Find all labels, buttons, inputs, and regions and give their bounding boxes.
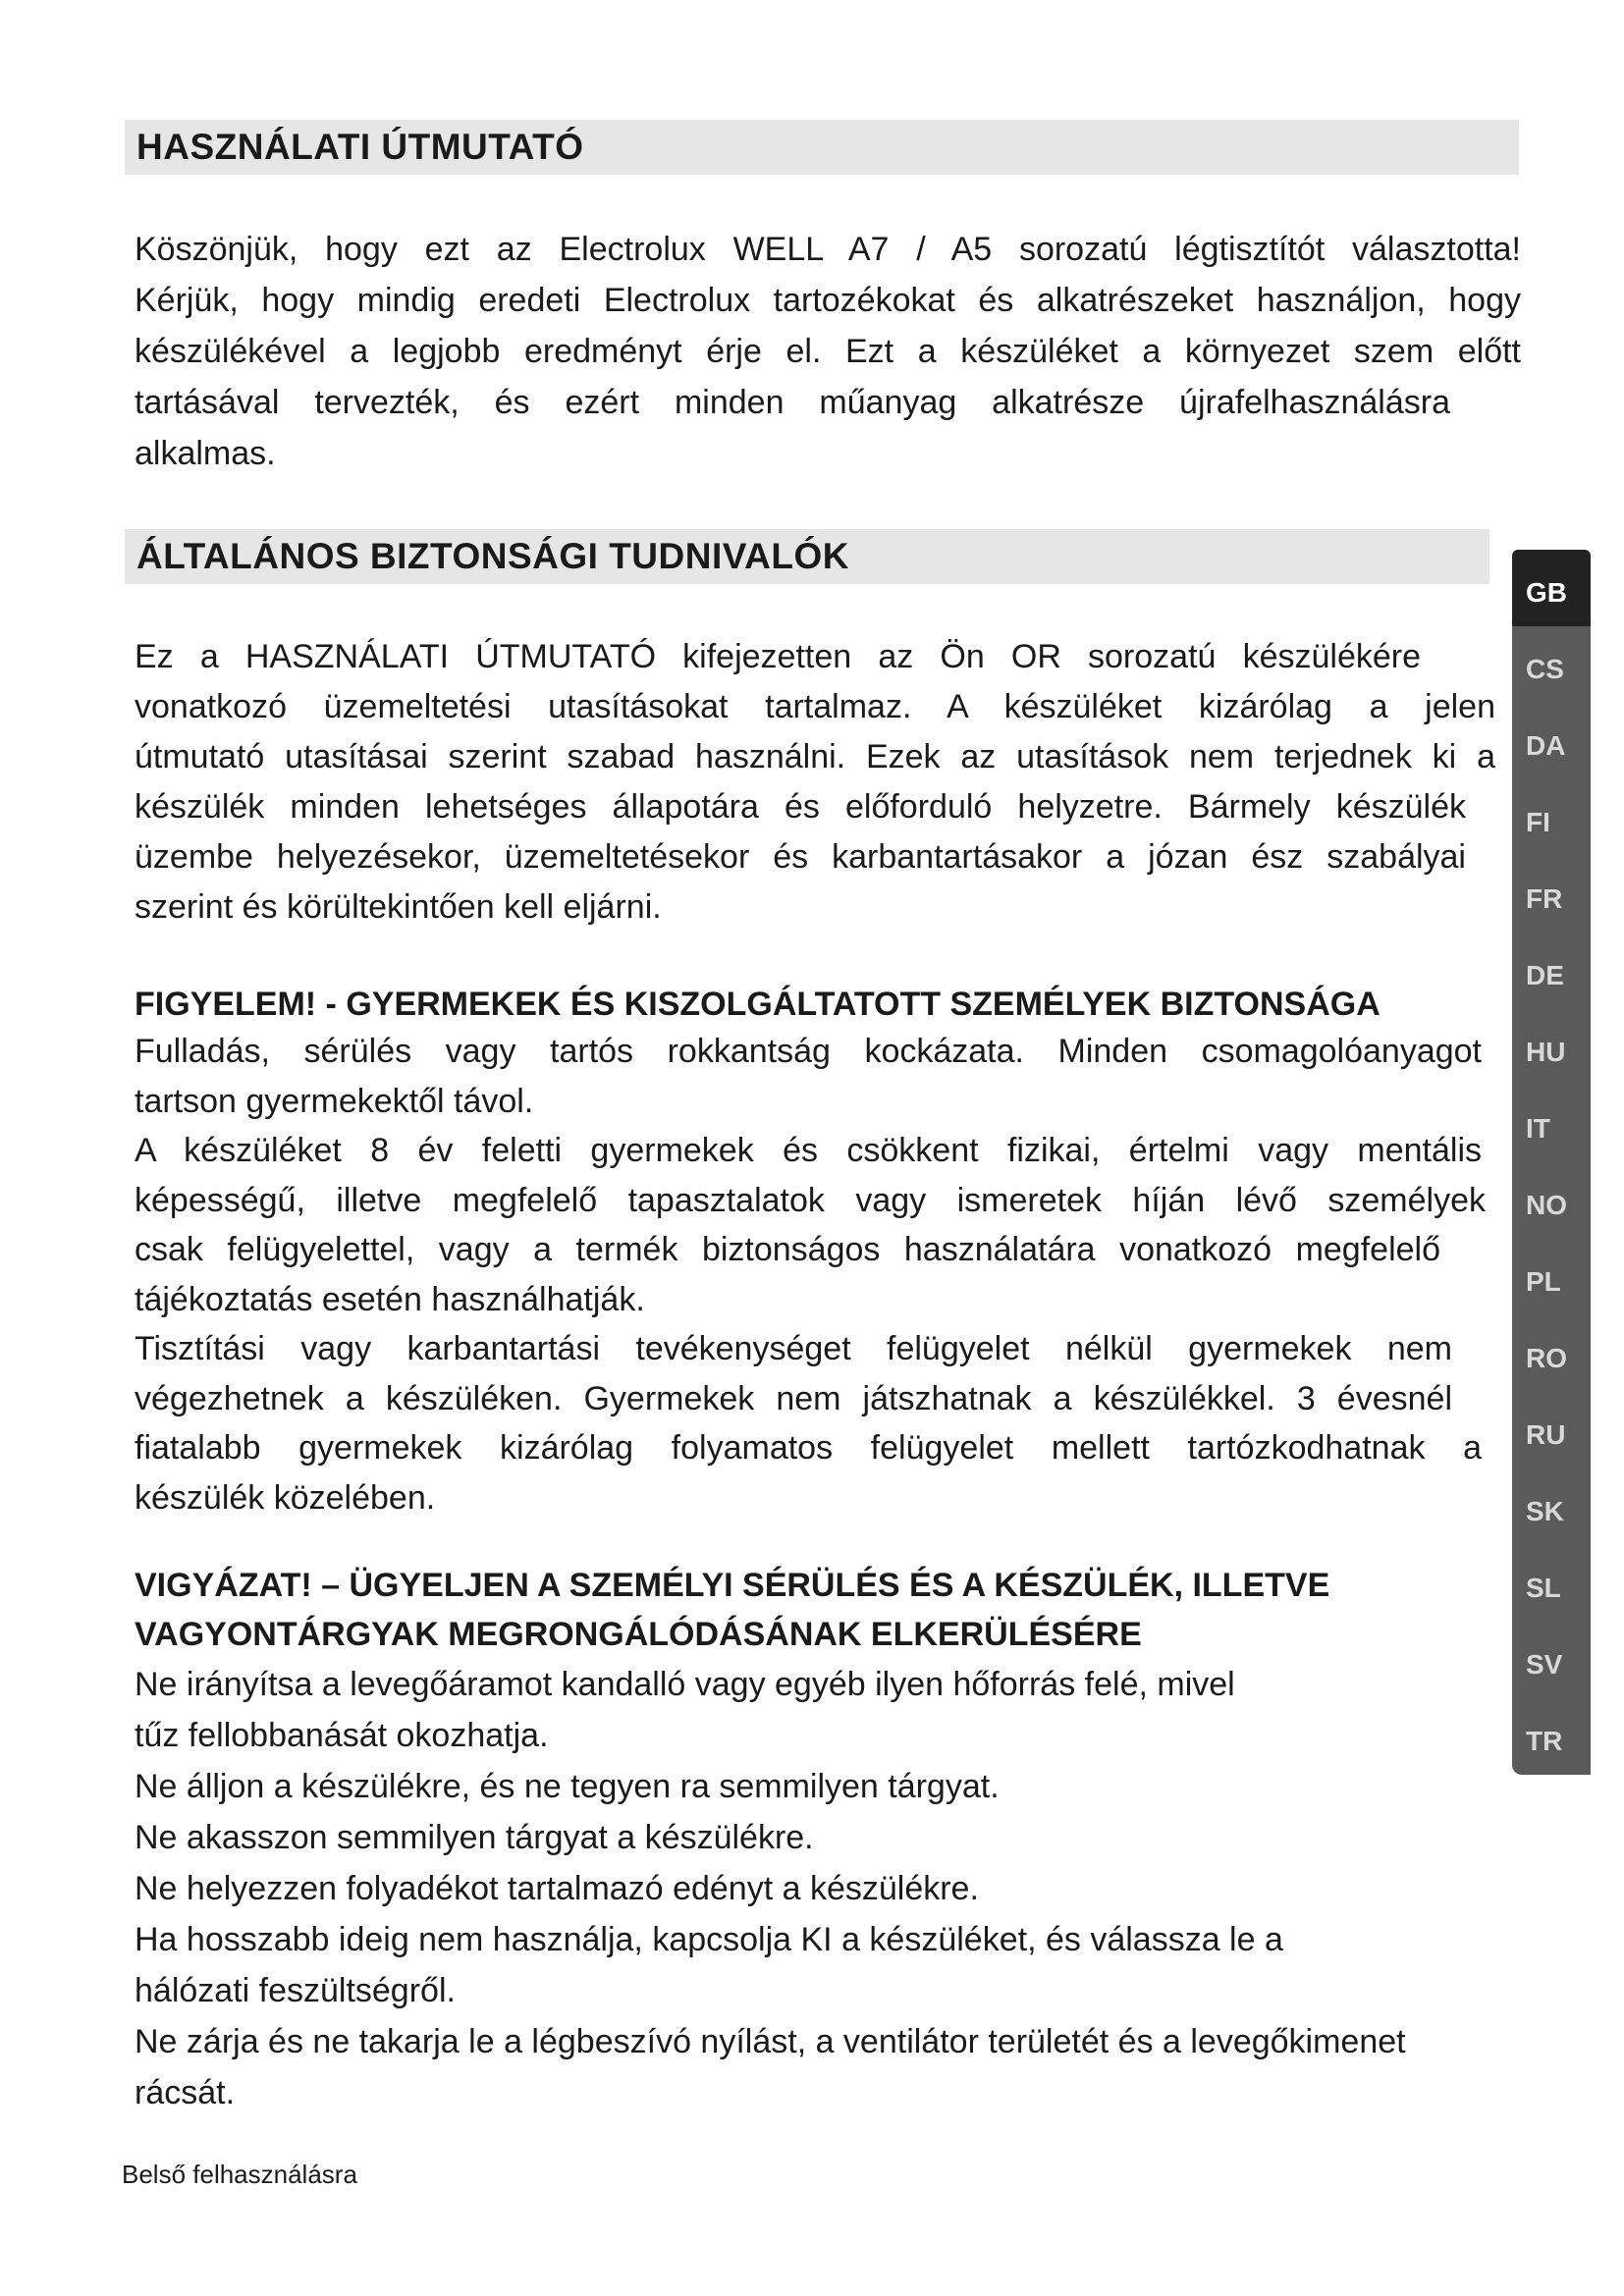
text-line: Ha hosszabb ideig nem használja, kapcsolja KI a készüléket, és válassza le a (135, 1921, 1283, 1958)
text-line: alkalmas. (135, 435, 276, 472)
text-line: csak felügyelettel, vagy a termék biztonságos használatára vonatkozó megfelelő (135, 1231, 1440, 1268)
caution-paragraph (135, 1659, 1406, 2118)
tab-language-it[interactable]: IT (1512, 1086, 1591, 1162)
caution-heading (135, 1561, 1329, 1659)
text-line: Ne akasszon semmilyen tárgyat a készülékre. (135, 1819, 814, 1856)
text-line: Ne álljon a készülékre, és ne tegyen ra semmilyen tárgyat. (135, 1768, 1000, 1805)
tab-language-sv[interactable]: SV (1512, 1622, 1591, 1698)
text-line: Ez a HASZNÁLATI ÚTMUTATÓ kifejezetten az Ön OR sorozatú készülékére (135, 638, 1421, 675)
text-line: tartásával tervezték, és ezért minden műanyag alkatrésze újrafelhasználásra (135, 384, 1450, 421)
tab-language-sk[interactable]: SK (1512, 1468, 1591, 1545)
warning-paragraph (135, 1027, 1486, 1522)
tab-language-tr[interactable]: TR (1512, 1698, 1591, 1775)
language-tabs (1512, 550, 1591, 1775)
text-line: tartson gyermekektől távol. (135, 1082, 534, 1120)
text-line: rácsát. (135, 2074, 236, 2111)
heading-usage-guide: HASZNÁLATI ÚTMUTATÓ (125, 120, 1519, 175)
text-line: tájékoztatás esetén használhatják. (135, 1280, 645, 1318)
text-line: képességű, illetve megfelelő tapasztalatok vagy ismeretek híján lévő személyek (135, 1181, 1486, 1219)
text-line: végezhetnek a készüléken. Gyermekek nem játszhatnak a készülékkel. 3 évesnél (135, 1379, 1452, 1417)
tab-language-pl[interactable]: PL (1512, 1239, 1591, 1315)
tab-language-da[interactable]: DA (1512, 703, 1591, 779)
text-line: Köszönjük, hogy ezt az Electrolux WELL A7 / A5 sorozatú légtisztítót választotta! (135, 231, 1521, 268)
tab-language-hu[interactable]: HU (1512, 1009, 1591, 1086)
tab-language-ru[interactable]: RU (1512, 1392, 1591, 1468)
text-line: Tisztítási vagy karbantartási tevékenységet felügyelet nélkül gyermekek nem (135, 1330, 1452, 1367)
tab-language-no[interactable]: NO (1512, 1162, 1591, 1239)
text-line: útmutató utasításai szerint szabad használni. Ezek az utasítások nem terjednek ki a (135, 738, 1495, 775)
intro-paragraph (135, 224, 1521, 479)
text-line: készülék közelében. (135, 1478, 436, 1517)
text-line: vonatkozó üzemeltetési utasításokat tartalmaz. A készüléket kizárólag a jelen (135, 688, 1495, 725)
text-line: Ne irányítsa a levegőáramot kandalló vagy egyéb ilyen hőforrás felé, mivel (135, 1666, 1235, 1703)
text-line: Kérjük, hogy mindig eredeti Electrolux tartozékokat és alkatrészeket használjon, hogy (135, 282, 1521, 319)
text-line: szerint és körültekintően kell eljárni. (135, 888, 662, 926)
text-line: készülék minden lehetséges állapotára és előforduló helyzetre. Bármely készülék (135, 788, 1466, 826)
text-line: hálózati feszültségről. (135, 1972, 456, 2009)
text-line: Fulladás, sérülés vagy tartós rokkantság kockázata. Minden csomagolóanyagot (135, 1033, 1482, 1070)
text-line: VAGYONTÁRGYAK MEGRONGÁLÓDÁSÁNAK ELKERÜLÉSÉRE (135, 1616, 1142, 1653)
text-line: készülékével a legjobb eredményt érje el. Ezt a készüléket a környezet szem előtt (135, 333, 1521, 370)
general-safety-paragraph (135, 632, 1495, 933)
tab-language-cs[interactable]: CS (1512, 626, 1591, 703)
text-line: VIGYÁZAT! – ÜGYELJEN A SZEMÉLYI SÉRÜLÉS ÉS A KÉSZÜLÉK, ILLETVE (135, 1567, 1330, 1604)
tab-language-sl[interactable]: SL (1512, 1545, 1591, 1622)
footer-note: Belső felhasználásra (122, 2160, 357, 2189)
heading-general-safety: ÁLTALÁNOS BIZTONSÁGI TUDNIVALÓK (125, 529, 1489, 584)
warning-heading: FIGYELEM! - GYERMEKEK ÉS KISZOLGÁLTATOTT SZEMÉLYEK BIZTONSÁGA (135, 986, 1380, 1023)
tab-language-de[interactable]: DE (1512, 933, 1591, 1009)
text-line: A készüléket 8 év feletti gyermekek és csökkent fizikai, értelmi vagy mentális (135, 1132, 1482, 1169)
text-line: fiatalabb gyermekek kizárólag folyamatos felügyelet mellett tartózkodhatnak a (135, 1429, 1482, 1467)
tab-language-fi[interactable]: FI (1512, 779, 1591, 856)
tab-language-gb[interactable]: GB (1512, 550, 1591, 626)
tab-language-fr[interactable]: FR (1512, 856, 1591, 933)
text-line: Ne zárja és ne takarja le a légbeszívó nyílást, a ventilátor területét és a levegőkimenet (135, 2023, 1406, 2060)
text-line: tűz fellobbanását okozhatja. (135, 1717, 549, 1754)
text-line: Ne helyezzen folyadékot tartalmazó edényt a készülékre. (135, 1870, 979, 1907)
tab-language-ro[interactable]: RO (1512, 1315, 1591, 1392)
text-line: üzembe helyezésekor, üzemeltetésekor és karbantartásakor a józan ész szabályai (135, 838, 1466, 876)
